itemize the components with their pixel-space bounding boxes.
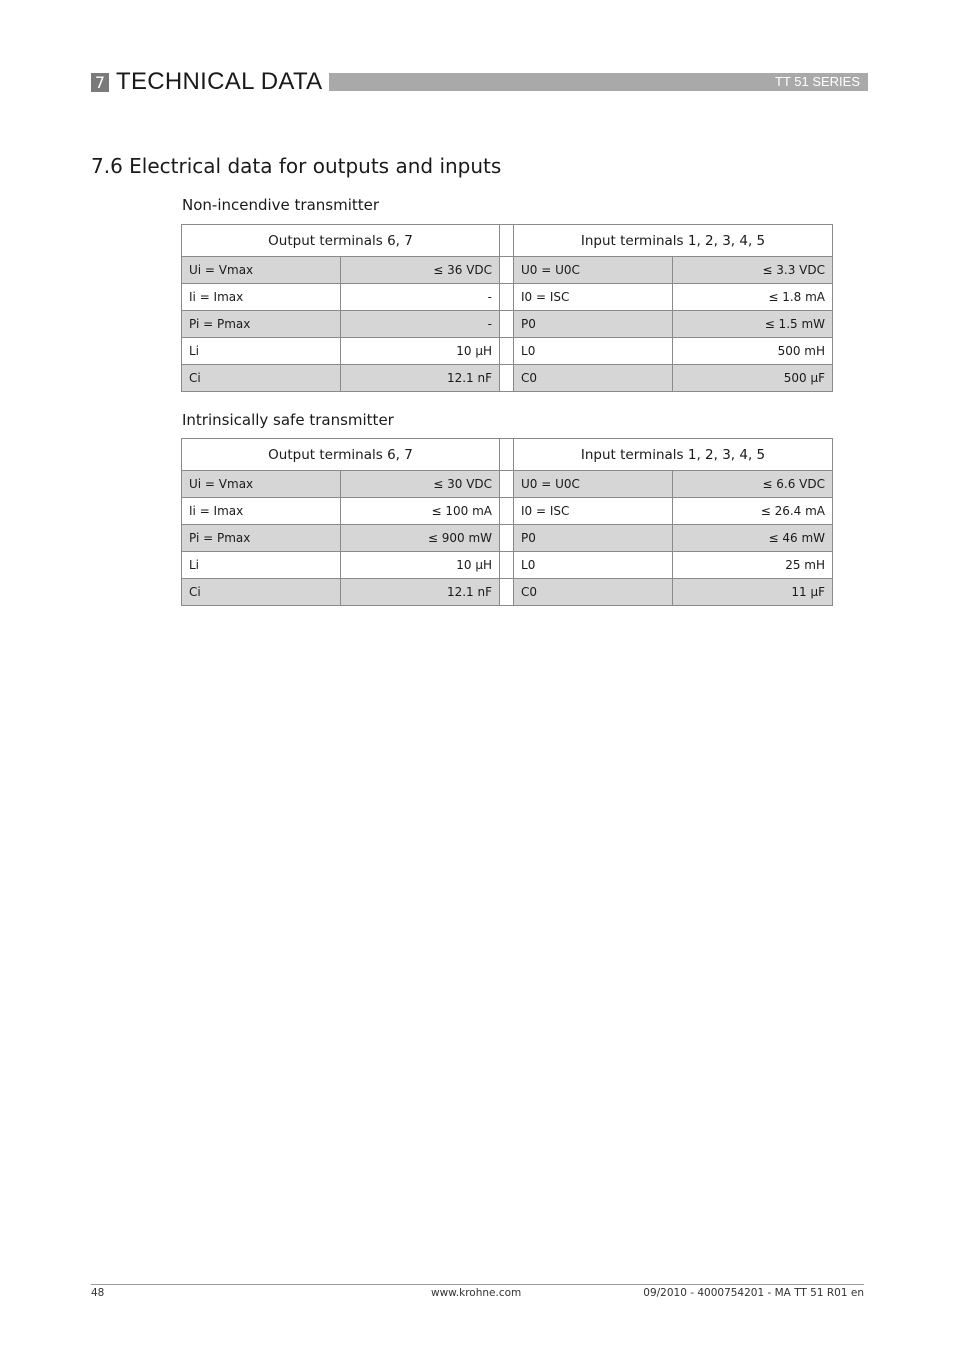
input-label: U0 = U0C (514, 471, 673, 498)
chapter-number: 7 (91, 73, 109, 92)
header-bar (329, 73, 868, 91)
input-label: I0 = ISC (514, 498, 673, 525)
section-title: 7.6 Electrical data for outputs and inputs (91, 154, 502, 178)
output-value: ≤ 36 VDC (341, 257, 500, 284)
table-row (182, 257, 833, 284)
output-label: Pi = Pmax (182, 525, 341, 552)
column-gap (500, 225, 514, 257)
input-value: ≤ 1.8 mA (673, 284, 833, 311)
output-label: Li (182, 338, 341, 365)
table-row (182, 284, 833, 311)
output-value: 10 µH (341, 338, 500, 365)
column-gap (500, 338, 514, 365)
output-value: 12.1 nF (341, 365, 500, 392)
column-gap (500, 498, 514, 525)
input-header: Input terminals 1, 2, 3, 4, 5 (514, 225, 833, 257)
output-label: Ci (182, 579, 341, 606)
output-header: Output terminals 6, 7 (182, 439, 500, 471)
page-number: 48 (91, 1287, 105, 1299)
footer-divider (91, 1284, 864, 1285)
table-title-non-incendive: Non-incendive transmitter (182, 196, 380, 214)
input-label: L0 (514, 552, 673, 579)
column-gap (500, 552, 514, 579)
column-gap (500, 311, 514, 338)
output-header: Output terminals 6, 7 (182, 225, 500, 257)
input-label: P0 (514, 525, 673, 552)
input-label: P0 (514, 311, 673, 338)
table-row (182, 471, 833, 498)
table-row (182, 338, 833, 365)
input-value: 500 µF (673, 365, 833, 392)
input-value: ≤ 46 mW (673, 525, 833, 552)
input-value: 500 mH (673, 338, 833, 365)
output-label: Ci (182, 365, 341, 392)
output-label: Ui = Vmax (182, 257, 341, 284)
input-header: Input terminals 1, 2, 3, 4, 5 (514, 439, 833, 471)
column-gap (500, 471, 514, 498)
table-non-incendive (181, 224, 833, 392)
output-label: Ii = Imax (182, 284, 341, 311)
output-value: - (341, 311, 500, 338)
table-row (182, 525, 833, 552)
input-value: 25 mH (673, 552, 833, 579)
table-row (182, 365, 833, 392)
column-gap (500, 525, 514, 552)
input-label: C0 (514, 579, 673, 606)
column-gap (500, 257, 514, 284)
input-value: ≤ 26.4 mA (673, 498, 833, 525)
table-header-row (182, 439, 833, 471)
output-value: - (341, 284, 500, 311)
column-gap (500, 439, 514, 471)
input-value: ≤ 6.6 VDC (673, 471, 833, 498)
output-value: 10 µH (341, 552, 500, 579)
input-value: 11 µF (673, 579, 833, 606)
column-gap (500, 365, 514, 392)
chapter-header (91, 68, 868, 96)
table-row (182, 579, 833, 606)
output-label: Pi = Pmax (182, 311, 341, 338)
table-intrinsically-safe (181, 438, 833, 606)
column-gap (500, 284, 514, 311)
output-value: ≤ 900 mW (341, 525, 500, 552)
output-value: ≤ 100 mA (341, 498, 500, 525)
output-value: 12.1 nF (341, 579, 500, 606)
input-label: L0 (514, 338, 673, 365)
column-gap (500, 579, 514, 606)
input-label: U0 = U0C (514, 257, 673, 284)
output-value: ≤ 30 VDC (341, 471, 500, 498)
footer-doc-ref: 09/2010 - 4000754201 - MA TT 51 R01 en (643, 1287, 864, 1299)
series-label: TT 51 SERIES (774, 74, 860, 89)
output-label: Ui = Vmax (182, 471, 341, 498)
table-title-intrinsically-safe: Intrinsically safe transmitter (182, 411, 394, 429)
table-row (182, 311, 833, 338)
footer-website: www.krohne.com (431, 1287, 522, 1299)
table-header-row (182, 225, 833, 257)
input-label: C0 (514, 365, 673, 392)
output-label: Ii = Imax (182, 498, 341, 525)
input-value: ≤ 3.3 VDC (673, 257, 833, 284)
input-value: ≤ 1.5 mW (673, 311, 833, 338)
table-row (182, 552, 833, 579)
input-label: I0 = ISC (514, 284, 673, 311)
output-label: Li (182, 552, 341, 579)
table-row (182, 498, 833, 525)
chapter-title: TECHNICAL DATA (116, 68, 323, 95)
